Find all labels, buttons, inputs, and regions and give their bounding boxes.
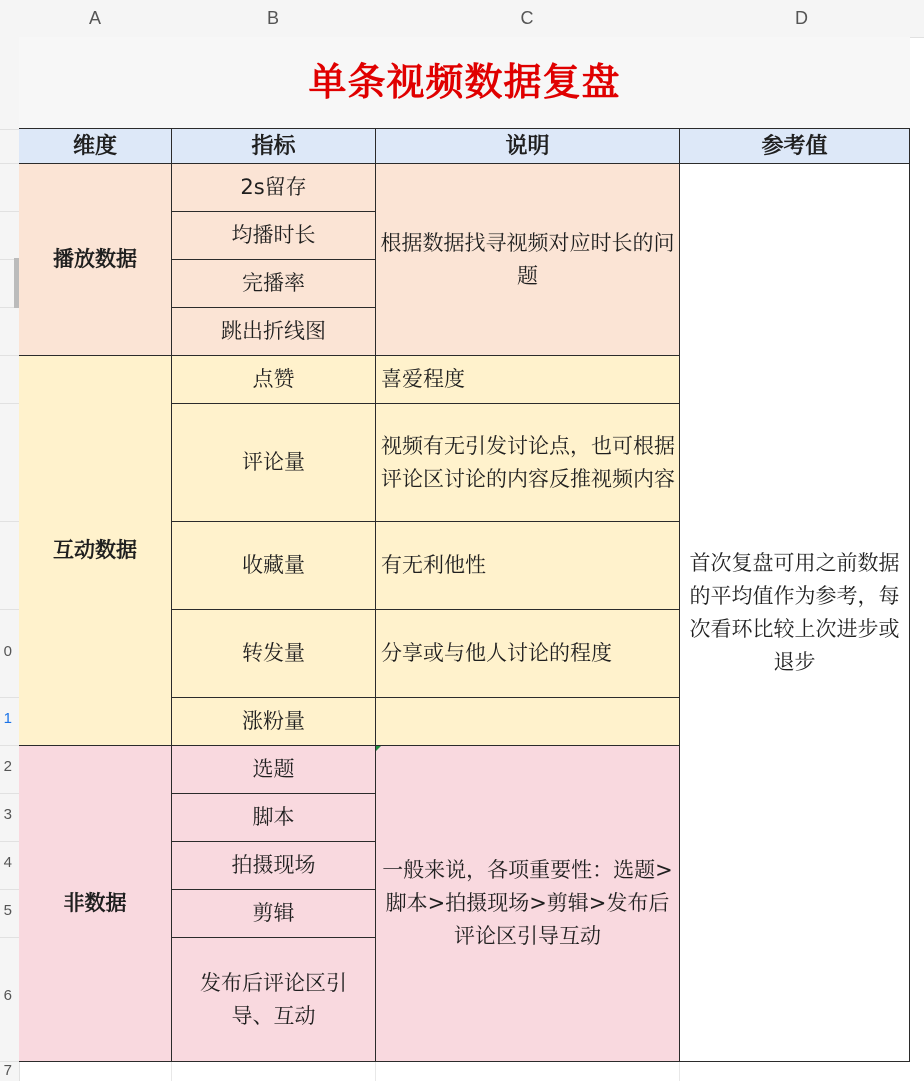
metric-cell[interactable]: 点赞 (172, 356, 376, 404)
header-reference[interactable]: 参考值 (680, 129, 910, 164)
metric-cell[interactable]: 选题 (172, 746, 376, 794)
row-number[interactable]: 7 (3, 1062, 12, 1079)
row-number[interactable]: 5 (3, 902, 12, 919)
column-header-d[interactable]: D (679, 0, 924, 38)
row-header-gutter[interactable] (0, 37, 20, 1081)
metric-cell[interactable]: 评论量 (172, 404, 376, 522)
row-number[interactable]: 0 (3, 643, 12, 660)
reference-value-cell[interactable]: 首次复盘可用之前数据的平均值作为参考，每次看环比较上次进步或退步 (680, 164, 910, 1062)
description-cell[interactable]: 一般来说，各项重要性：选题>脚本>拍摄现场>剪辑>发布后评论区引导互动 (376, 746, 680, 1062)
row-number[interactable]: 3 (3, 806, 12, 823)
metric-cell[interactable]: 涨粉量 (172, 698, 376, 746)
description-cell[interactable] (376, 698, 680, 746)
column-header-a[interactable]: A (19, 0, 172, 38)
group-interaction-data[interactable]: 互动数据 (19, 356, 172, 746)
description-cell[interactable]: 有无利他性 (376, 522, 680, 610)
row-number[interactable]: 4 (3, 854, 12, 871)
metric-cell[interactable]: 拍摄现场 (172, 842, 376, 890)
column-header-b[interactable]: B (171, 0, 376, 38)
row-number[interactable]: 2 (3, 758, 12, 775)
metric-cell[interactable]: 发布后评论区引导、互动 (172, 938, 376, 1062)
metric-cell[interactable]: 完播率 (172, 260, 376, 308)
group-non-data[interactable]: 非数据 (19, 746, 172, 1062)
select-all-corner[interactable] (0, 0, 20, 38)
column-header-c[interactable]: C (375, 0, 680, 38)
row-number[interactable]: 1 (3, 710, 12, 727)
row-number[interactable]: 6 (3, 987, 12, 1004)
metric-cell[interactable]: 剪辑 (172, 890, 376, 938)
description-cell[interactable]: 分享或与他人讨论的程度 (376, 610, 680, 698)
metric-cell[interactable]: 收藏量 (172, 522, 376, 610)
metric-cell[interactable]: 脚本 (172, 794, 376, 842)
metric-cell[interactable]: 转发量 (172, 610, 376, 698)
header-metric[interactable]: 指标 (172, 129, 376, 164)
comment-indicator (376, 746, 381, 751)
metric-cell[interactable]: 2s留存 (172, 164, 376, 212)
description-cell[interactable]: 根据数据找寻视频对应时长的问题 (376, 164, 680, 356)
metric-cell[interactable]: 跳出折线图 (172, 308, 376, 356)
metric-cell[interactable]: 均播时长 (172, 212, 376, 260)
sheet-title[interactable]: 单条视频数据复盘 (19, 37, 910, 129)
header-dimension[interactable]: 维度 (19, 129, 172, 164)
description-cell[interactable]: 喜爱程度 (376, 356, 680, 404)
group-play-data[interactable]: 播放数据 (19, 164, 172, 356)
description-cell[interactable]: 视频有无引发讨论点，也可根据评论区讨论的内容反推视频内容 (376, 404, 680, 522)
header-description[interactable]: 说明 (376, 129, 680, 164)
